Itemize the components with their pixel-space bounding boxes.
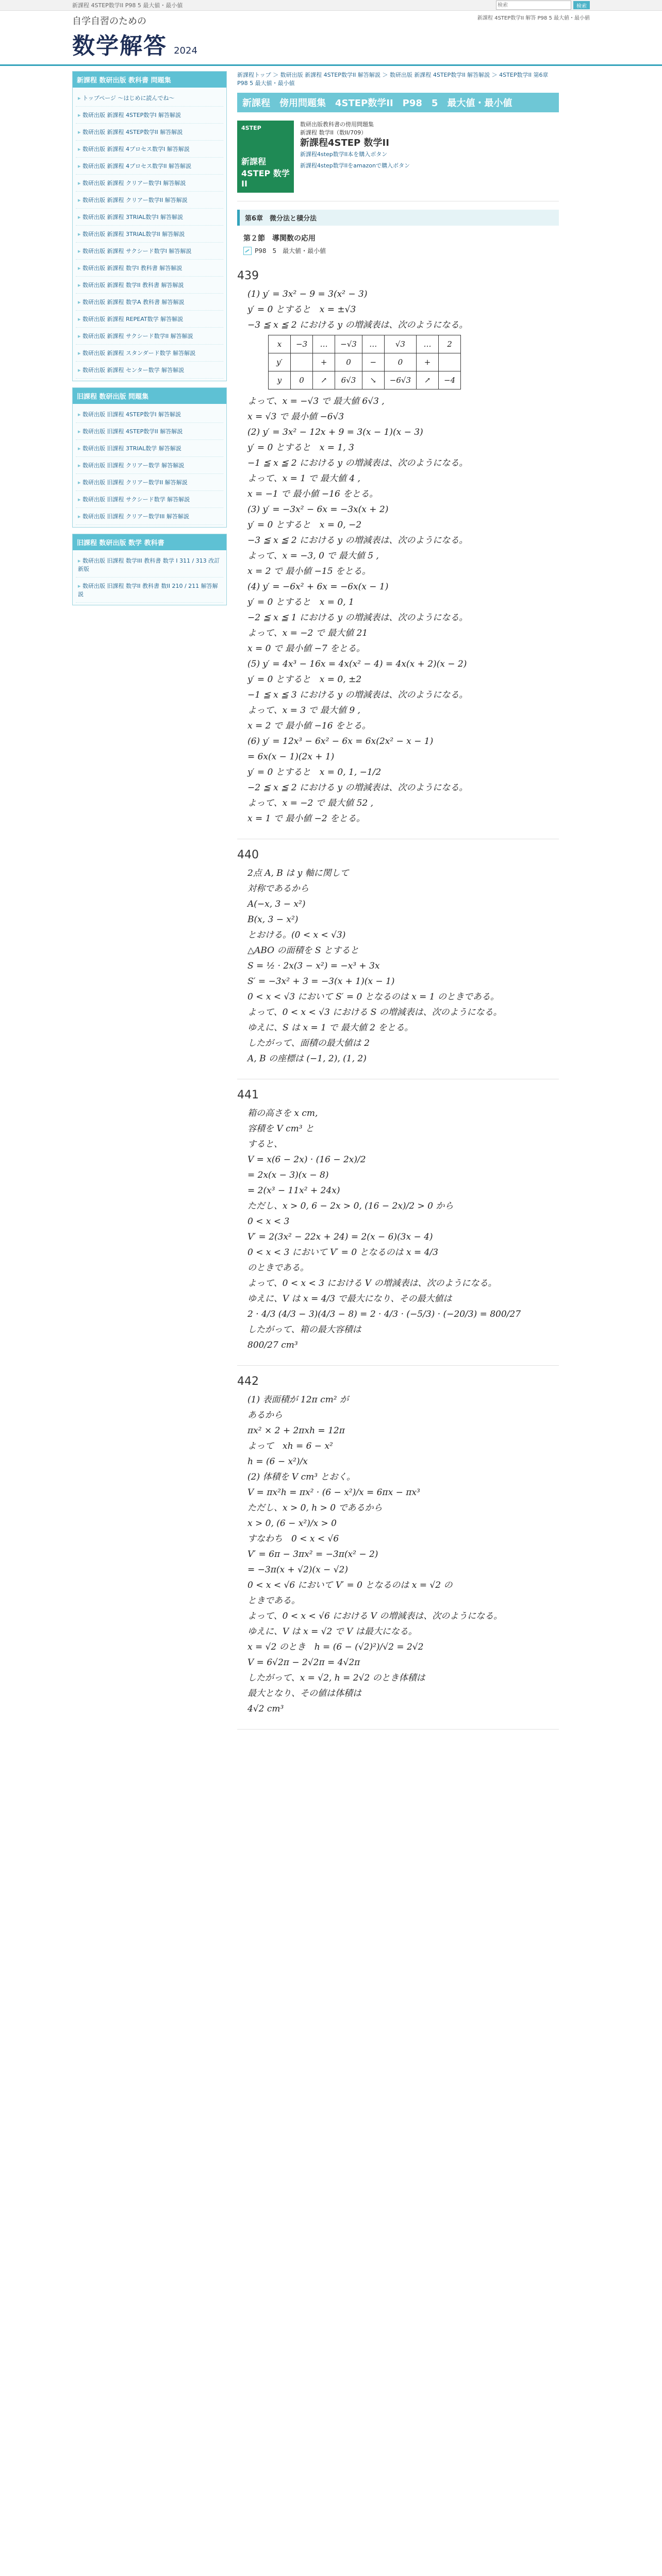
solution-line: V = 6√2π − 2√2π = 4√2π [247,1657,360,1668]
handwritten-solution [247,1392,559,1717]
table-cell: −6√3 [384,371,416,389]
table-cell: 0 [384,353,416,371]
sidebar-link[interactable]: ▸ 数研出版 新課程 4プロセス数学II 解答解説 [76,158,223,175]
solution-line: よって xh = 6 − x² [247,1441,333,1451]
sidebar-link[interactable]: ▸ 数研出版 旧課程 4STEP数学II 解答解説 [76,423,223,440]
solution-line: A(−x, 3 − x²) [247,899,306,909]
sidebar-link[interactable]: ▸ 数研出版 新課程 数学A 教科書 解答解説 [76,294,223,311]
header-note: 新課程 4STEP数学II 解答 P98 5 最大値・最小値 [477,15,590,21]
sidebar-link[interactable]: ▸ トップページ ～はじめに読んでね～ [76,90,223,107]
solution-line: ゆえに、S は x = 1 で 最大値 2 をとる。 [247,1023,413,1033]
sidebar-link[interactable]: ▸ 数研出版 新課程 3TRIAL数学I 解答解説 [76,209,223,226]
solution-line: ゆえに、V は x = 4/3 で最大になり、その最大値は [247,1294,452,1304]
solution-line: = −3π(x + √2)(x − √2) [247,1565,348,1575]
sidebar-link[interactable]: ▸ 数研出版 新課程 数学I 教科書 解答解説 [76,260,223,277]
solution-line: (4) y′ = −6x² + 6x = −6x(x − 1) [247,582,389,592]
table-cell: ↘ [362,371,384,389]
problem-number: 440 [237,849,259,861]
search-area [496,1,590,10]
solution-line: とおける。(0 < x < √3) [247,930,346,940]
top-bar-text: 新課程 4STEP数学II P98 5 最大値・最小値 [72,2,183,9]
solution-line: h = (6 − x²)/x [247,1456,308,1467]
table-cell: + [313,353,335,371]
logo-subtitle: 自学自習のための [72,16,146,27]
problem-list [237,260,559,1730]
search-input[interactable] [496,1,571,10]
handwritten-solution [247,866,559,1066]
problem-number: 439 [237,269,259,282]
solution-line: (1) y′ = 3x² − 9 = 3(x² − 3) [247,289,368,299]
solution-line: したがって、x = √2, h = 2√2 のとき体積は [247,1673,425,1683]
sidebar-link[interactable]: ▸ 数研出版 旧課程 クリアー数学III 解答解説 [76,508,223,525]
solution-line: y′ = 0 とすると x = 0, 1 [247,597,354,607]
table-cell: −4 [439,371,461,389]
sidebar-link[interactable]: ▸ 数研出版 新課程 4プロセス数学I 解答解説 [76,141,223,158]
promo-text [300,121,410,193]
subsection-heading [243,246,559,255]
problem-number: 442 [237,1375,259,1388]
sidebar-link[interactable]: ▸ 数研出版 新課程 センター数学 解答解説 [76,362,223,379]
table-cell: y [269,371,291,389]
page-title: 新課程 傍用問題集 4STEP数学II P98 5 最大値・最小値 [237,93,559,112]
solution-line: x = √3 で 最小値 −6√3 [247,412,344,422]
sidebar-link[interactable]: ▸ 数研出版 新課程 4STEP数学I 解答解説 [76,107,223,124]
solution-line: −1 ≦ x ≦ 3 における y の増減表は、次のようになる。 [247,690,468,700]
table-cell: … [313,335,335,353]
solution-line: 箱の高さを x cm, [247,1108,318,1118]
table-cell: 6√3 [335,371,362,389]
solution-line: B(x, 3 − x²) [247,914,299,925]
solution-line: 最大となり、その値は体積は [247,1688,361,1699]
sidebar [72,71,227,1730]
book-cover-brand: 4STEP [241,125,261,131]
solution-line: 対称であるから [247,884,309,894]
page-body [0,71,662,1730]
table-cell: 2 [439,335,461,353]
site-header [0,11,662,66]
solution-line: πx² × 2 + 2πxh = 12π [247,1426,345,1436]
pencil-icon [243,247,252,255]
main-content [237,71,559,1730]
sidebar-link[interactable]: ▸ 数研出版 新課程 4STEP数学II 解答解説 [76,124,223,141]
promo-line: 数研出版教科書の傍用問題集 [300,121,374,128]
solution-line: −1 ≦ x ≦ 2 における y の増減表は、次のようになる。 [247,458,468,468]
solution-line: x = 2 で 最小値 −16 をとる。 [247,721,371,731]
sidebar-box-title: 新課程 数研出版 教科書 問題集 [73,72,226,88]
breadcrumb[interactable]: 新課程トップ ＞ 数研出版 新課程 4STEP数学II 解答解説 ＞ 数研出版 新課程 4STEP数学II 解答解説 ＞ 4STEP数学II 第6章 P98 5 最大値・最小値 [237,72,549,87]
sidebar-box-old [72,387,227,528]
solution-line: V = x(6 − 2x) · (16 − 2x)/2 [247,1155,366,1165]
handwritten-solution [247,1106,559,1353]
solution-line: V = πx²h = πx² · (6 − x²)/x = 6πx − πx³ [247,1487,420,1498]
solution-line: よって、x = −3, 0 で 最大値 5 , [247,551,379,561]
solution-line: のときである。 [247,1263,309,1273]
solution-line: すると、 [247,1139,283,1149]
search-button[interactable]: 検索 [573,1,590,9]
solution-line: y′ = 0 とすると x = 0, −2 [247,520,362,530]
book-cover-title: 新課程 4STEP 数学II [241,157,290,189]
sidebar-link[interactable]: ▸ 数研出版 旧課程 クリアー数学II 解答解説 [76,474,223,491]
solution-line: (1) 表面積が 12π cm² が [247,1395,349,1405]
solution-line: y′ = 0 とすると x = 0, ±2 [247,674,362,685]
solution-line: △ABO の面積を S とすると [247,945,359,956]
solution-line: したがって、箱の最大容積は [247,1325,361,1335]
solution-line: よって、0 < x < √3 における S の増減表は、次のようになる。 [247,1007,502,1018]
solution-line: y′ = 0 とすると x = 0, 1, −1/2 [247,767,382,777]
solution-line: (2) 体積を V cm³ とおく。 [247,1472,356,1482]
table-cell [439,353,461,371]
solution-line: よって、0 < x < √6 における V の増減表は、次のようになる。 [247,1611,503,1621]
sidebar-link[interactable]: ▸ 数研出版 新課程 クリアー数学I 解答解説 [76,175,223,192]
solution-line: y′ = 0 とすると x = ±√3 [247,304,356,315]
solution-line: V′ = 6π − 3πx² = −3π(x² − 2) [247,1549,378,1560]
solution-line: 0 < x < √3 において S′ = 0 となるのは x = 1 のときである。 [247,992,500,1002]
solution-line: = 6x(x − 1)(2x + 1) [247,752,335,762]
table-cell: ↗ [313,371,335,389]
table-cell: y′ [269,353,291,371]
sidebar-link[interactable]: ▸ 数研出版 新課程 3TRIAL数学II 解答解説 [76,226,223,243]
chapter-heading: 第6章 微分法と積分法 [237,210,559,226]
solution-line: 0 < x < √6 において V′ = 0 となるのは x = √2 の [247,1580,453,1590]
table-cell: − [362,353,384,371]
table-cell [291,353,313,371]
sidebar-link[interactable]: ▸ 数研出版 新課程 サクシード数学I 解答解説 [76,243,223,260]
problem-number: 441 [237,1089,259,1101]
table-cell: 0 [335,353,362,371]
solution-line: x = √2 のとき h = (6 − (√2)²)/√2 = 2√2 [247,1642,424,1652]
solution-line: 800/27 cm³ [247,1340,298,1350]
sidebar-box-new [72,71,227,381]
table-cell: 0 [291,371,313,389]
site-logo[interactable] [72,14,197,60]
solution-line: x > 0, (6 − x²)/x > 0 [247,1518,337,1529]
sidebar-link[interactable]: ▸ 数研出版 新課程 サクシード数学II 解答解説 [76,328,223,345]
solution-line: よって、x = −2 で 最大値 21 [247,628,368,638]
solution-line: (3) y′ = −3x² − 6x = −3x(x + 2) [247,504,389,515]
sidebar-list [73,550,226,605]
sidebar-link[interactable]: ▸ 数研出版 旧課程 数学II 教科書 数II 210 / 211 解答解説 [76,578,223,603]
solution-line: 0 < x < 3 において V′ = 0 となるのは x = 4/3 [247,1247,438,1258]
sidebar-link[interactable]: ▸ 数研出版 旧課程 クリアー数学 解答解説 [76,457,223,474]
solution-line: ただし、x > 0, h > 0 であるから [247,1503,383,1513]
sidebar-link[interactable]: ▸ 数研出版 旧課程 サクシード数学 解答解説 [76,491,223,508]
sidebar-link[interactable]: ▸ 数研出版 旧課程 数学III 教科書 数学 I 311 / 313 改訂新版 [76,552,223,578]
sidebar-box-title: 旧課程 数研出版 問題集 [73,388,226,404]
sidebar-list [73,88,226,381]
solution-line: −3 ≦ x ≦ 2 における y の増減表は、次のようになる。 [247,535,468,546]
table-cell: … [417,335,439,353]
problem-block [237,1079,559,1366]
solution-line: 2 · 4/3 (4/3 − 3)(4/3 − 8) = 2 · 4/3 · (−5/3) · (−20/3) = 800/27 [247,1309,521,1319]
sidebar-box-textbook [72,534,227,605]
solution-line: (5) y′ = 4x³ − 16x = 4x(x² − 4) = 4x(x + 2)(x − 2) [247,659,467,669]
solution-line: よって、0 < x < 3 における V の増減表は、次のようになる。 [247,1278,497,1289]
solution-line: −2 ≦ x ≦ 1 における y の増減表は、次のようになる。 [247,613,468,623]
solution-line: A, B の座標は (−1, 2), (1, 2) [247,1054,367,1064]
table-cell: −√3 [335,335,362,353]
table-cell: … [362,335,384,353]
section-heading: 第２節 導関数の応用 [243,234,316,243]
sidebar-link[interactable]: ▸ 数研出版 新課程 REPEAT数学 解答解説 [76,311,223,328]
sidebar-box-title: 旧課程 数研出版 数学 教科書 [73,534,226,550]
solution-line: x = 1 で 最小値 −2 をとる。 [247,814,366,824]
solution-line: 4√2 cm³ [247,1704,284,1714]
solution-line: (2) y′ = 3x² − 12x + 9 = 3(x − 1)(x − 3) [247,427,423,437]
solution-line: したがって、面積の最大値は 2 [247,1038,370,1048]
sidebar-link[interactable]: ▸ 数研出版 新課程 数学II 教科書 解答解説 [76,277,223,294]
solution-line: よって、x = 3 で 最大値 9 , [247,705,360,716]
solution-line: S = ½ · 2x(3 − x²) = −x³ + 3x [247,961,380,971]
solution-line: −2 ≦ x ≦ 2 における y の増減表は、次のようになる。 [247,783,468,793]
problem-block [237,260,559,839]
solution-line: x = 0 で 最小値 −7 をとる。 [247,643,366,654]
table-cell: x [269,335,291,353]
solution-line: −3 ≦ x ≦ 2 における y の増減表は、次のようになる。 [247,320,468,330]
solution-line: よって、x = 1 で 最大値 4 , [247,473,360,484]
buy-book-link[interactable]: 新課程4step数学II本を購入ボタン [300,151,388,158]
subsection-label: P98 5 最大値・最小値 [255,247,326,255]
book-promo [237,117,559,201]
promo-line: 新課程 数学II（数II/709） [300,129,367,136]
table-cell: −3 [291,335,313,353]
solution-line: = 2(x³ − 11x² + 24x) [247,1185,340,1196]
solution-line: ただし、x > 0, 6 − 2x > 0, (16 − 2x)/2 > 0 から [247,1201,454,1211]
solution-line: あるから [247,1410,283,1420]
amazon-buy-link[interactable]: 新課程4step数学IIをamazonで購入ボタン [300,162,410,169]
solution-line: 0 < x < 3 [247,1216,290,1227]
table-cell: + [417,353,439,371]
variation-table [268,335,461,389]
top-bar [0,0,662,11]
solution-line: (6) y′ = 12x³ − 6x² − 6x = 6x(2x² − x − 1) [247,736,434,747]
solution-line: ゆえに、V は x = √2 で V は最大になる。 [247,1626,417,1637]
solution-line: 容積を V cm³ と [247,1124,314,1134]
solution-line: x = −1 で 最小値 −16 をとる。 [247,489,378,499]
solution-line: ときである。 [247,1596,300,1606]
problem-block [237,839,559,1079]
handwritten-solution [247,286,559,826]
promo-title: 新課程4STEP 数学II [300,138,389,148]
solution-line: x = 2 で 最小値 −15 をとる。 [247,566,371,577]
solution-line: よって、x = −√3 で 最大値 6√3 , [247,396,385,406]
sidebar-link[interactable]: ▸ 数研出版 新課程 クリアー数学II 解答解説 [76,192,223,209]
solution-line: 2点 A, B は y 軸に関して [247,868,349,878]
sidebar-link[interactable]: ▸ 数研出版 旧課程 4STEP数学I 解答解説 [76,406,223,423]
logo-year: 2024 [174,45,197,56]
table-cell: √3 [384,335,416,353]
table-cell: ↗ [417,371,439,389]
solution-line: y′ = 0 とすると x = 1, 3 [247,443,354,453]
problem-block [237,1366,559,1730]
sidebar-list [73,404,226,527]
solution-line: すなわち 0 < x < √6 [247,1534,339,1544]
sidebar-link[interactable]: ▸ 数研出版 旧課程 3TRIAL数学 解答解説 [76,440,223,457]
sidebar-link[interactable]: ▸ 数研出版 新課程 スタンダード数学 解答解説 [76,345,223,362]
solution-line: = 2x(x − 3)(x − 8) [247,1170,329,1180]
solution-line: S′ = −3x² + 3 = −3(x + 1)(x − 1) [247,976,395,987]
logo-title: 数学解答 [72,33,167,59]
solution-line: V′ = 2(3x² − 22x + 24) = 2(x − 6)(3x − 4) [247,1232,433,1242]
solution-line: よって、x = −2 で 最大値 52 , [247,798,374,808]
book-cover-image[interactable] [237,121,294,193]
